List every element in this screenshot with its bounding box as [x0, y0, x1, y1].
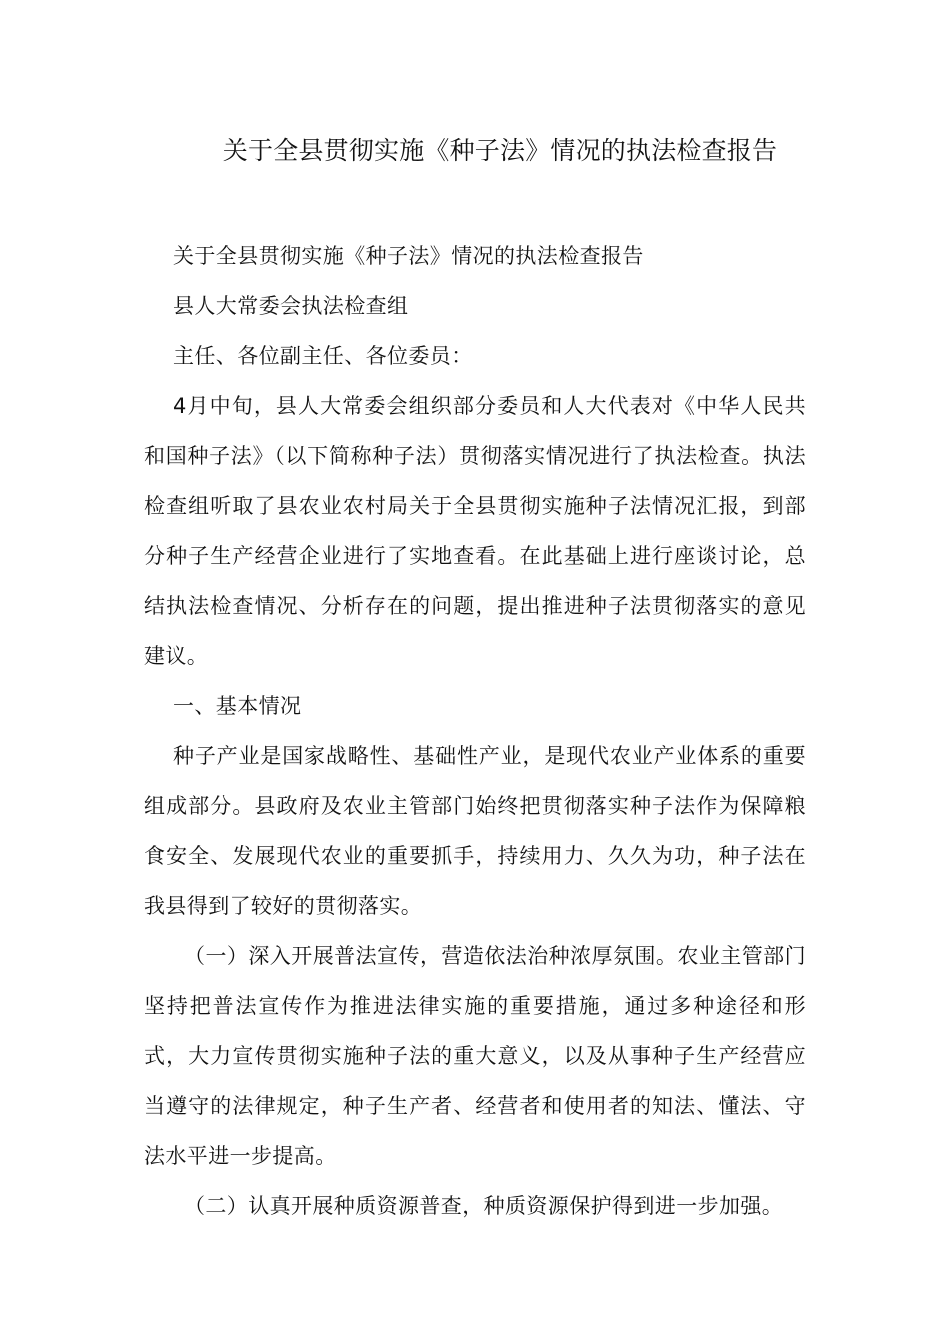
- body-paragraph-germplasm-survey: （二）认真开展种质资源普查，种质资源保护得到进一步加强。: [184, 1194, 784, 1218]
- body-paragraph-introduction: 4月中旬，县人大常委会组织部分委员和人大代表对《中华人民共和国种子法》（以下简称种子法）贯彻落实情况进行了执法检查。执法检查组听取了县农业农村局关于全县贯彻实施种子法情况汇报，到部分种子生产经营企业进行了实地查看。在此基础上进行座谈讨论，总结执法检查情况、分析存在的问题，提出推进种子法贯彻落实的意见建议。: [144, 394, 806, 668]
- body-paragraph-seed-industry: 种子产业是国家战略性、基础性产业，是现代农业产业体系的重要组成部分。县政府及农业主管部门始终把贯彻落实种子法作为保障粮食安全、发展现代农业的重要抓手，持续用力、久久为功，种子法在我县得到了较好的贯彻落实。: [144, 744, 806, 918]
- body-paragraph-repeated-title: 关于全县贯彻实施《种子法》情况的执法检查报告: [173, 244, 644, 268]
- section-heading-basic-situation: 一、基本情况: [173, 694, 302, 718]
- body-paragraph-legal-publicity: （一）深入开展普法宣传，营造依法治种浓厚氛围。农业主管部门坚持把普法宣传作为推进法律实施的重要措施，通过多种途径和形式，大力宣传贯彻实施种子法的重大意义，以及从事种子生产经营应当遵守的法律规定，种子生产者、经营者和使用者的知法、懂法、守法水平进一步提高。: [144, 944, 806, 1168]
- body-paragraph-author: 县人大常委会执法检查组: [173, 294, 409, 318]
- document-title: 关于全县贯彻实施《种子法》情况的执法检查报告: [222, 136, 778, 165]
- document-body: [144, 231, 806, 1231]
- body-paragraph-salutation: 主任、各位副主任、各位委员：: [173, 344, 473, 368]
